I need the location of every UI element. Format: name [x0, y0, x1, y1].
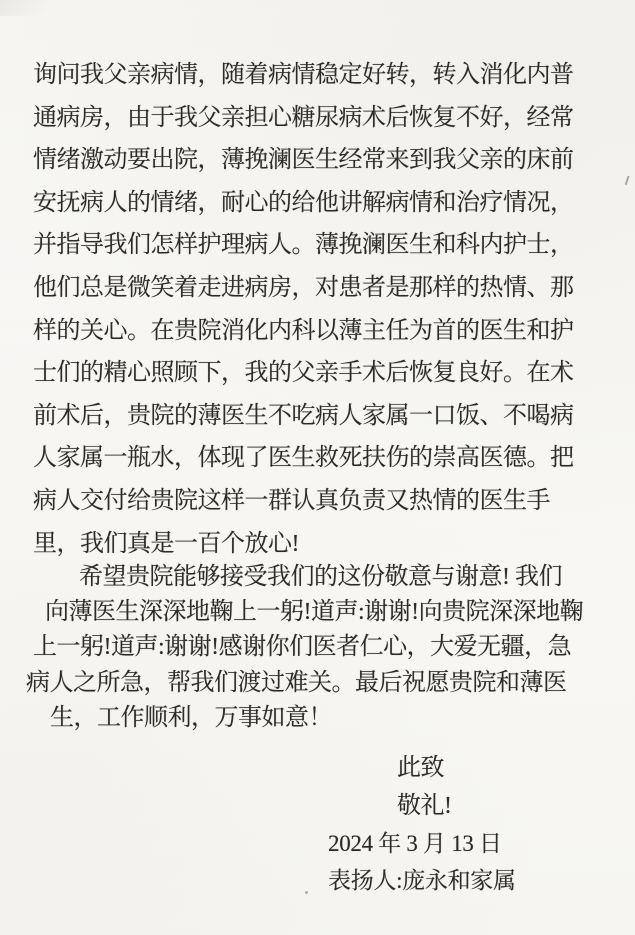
letter-line: 并指导我们怎样护理病人。薄挽澜医生和科内护士， [33, 232, 574, 259]
letter-line: 情绪激动要出院，薄挽澜医生经常来到我父亲的床前 [33, 147, 574, 174]
letter-line: 样的关心。在贵院消化内科以薄主任为首的医生和护 [33, 317, 574, 344]
letter-line: 向薄医生深深地鞠上一躬!道声:谢谢!向贵院深深地鞠 [45, 599, 584, 626]
letter-line: 里，我们真是一百个放心! [33, 530, 299, 557]
letter-line: 希望贵院能够接受我们的这份敬意与谢意! 我们 [79, 564, 562, 590]
closing-jingli: 敬礼! [397, 792, 452, 819]
letter-line: 上一躬!道声:谢谢!感谢你们医者仁心，大爱无疆，急 [33, 634, 572, 661]
letter-line: 病人交付给贵院这样一群认真负责又热情的医生手 [33, 487, 550, 514]
letter-paragraph-1 [33, 54, 574, 565]
letter-line: 前术后，贵院的薄医生不吃病人家属一口饭、不喝病 [33, 402, 574, 429]
letter-line: 他们总是微笑着走进病房，对患者是那样的热情、那 [33, 274, 574, 301]
letter-date: 2024 年 3 月 13 日 [328, 831, 502, 856]
letter-paragraph-2 [26, 560, 584, 736]
closing-salutation [397, 750, 452, 825]
closing-cizhi: 此致 [397, 755, 444, 781]
scan-speck [625, 175, 634, 186]
letter-line: 生，工作顺利，万事如意！ [50, 704, 332, 731]
scan-speck [305, 891, 308, 894]
letter-line: 询问我父亲病情，随着病情稳定好转，转入消化内普 [33, 62, 574, 88]
letter-line: 人家属一瓶水，体现了医生救死扶伤的崇高医德。把 [33, 445, 574, 472]
scan-smudge [0, 0, 70, 16]
letter-line: 通病房，由于我父亲担心糖尿病术后恢复不好，经常 [33, 104, 574, 131]
letter-line: 病人之所急，帮我们渡过难关。最后祝愿贵院和薄医 [26, 669, 567, 696]
date-and-signature [328, 826, 516, 899]
letter-signer: 表扬人:庞永和家属 [328, 867, 516, 893]
letter-line: 士们的精心照顾下，我的父亲手术后恢复良好。在术 [33, 360, 574, 387]
letter-line: 安抚病人的情绪，耐心的给他讲解病情和治疗情况， [33, 189, 574, 216]
